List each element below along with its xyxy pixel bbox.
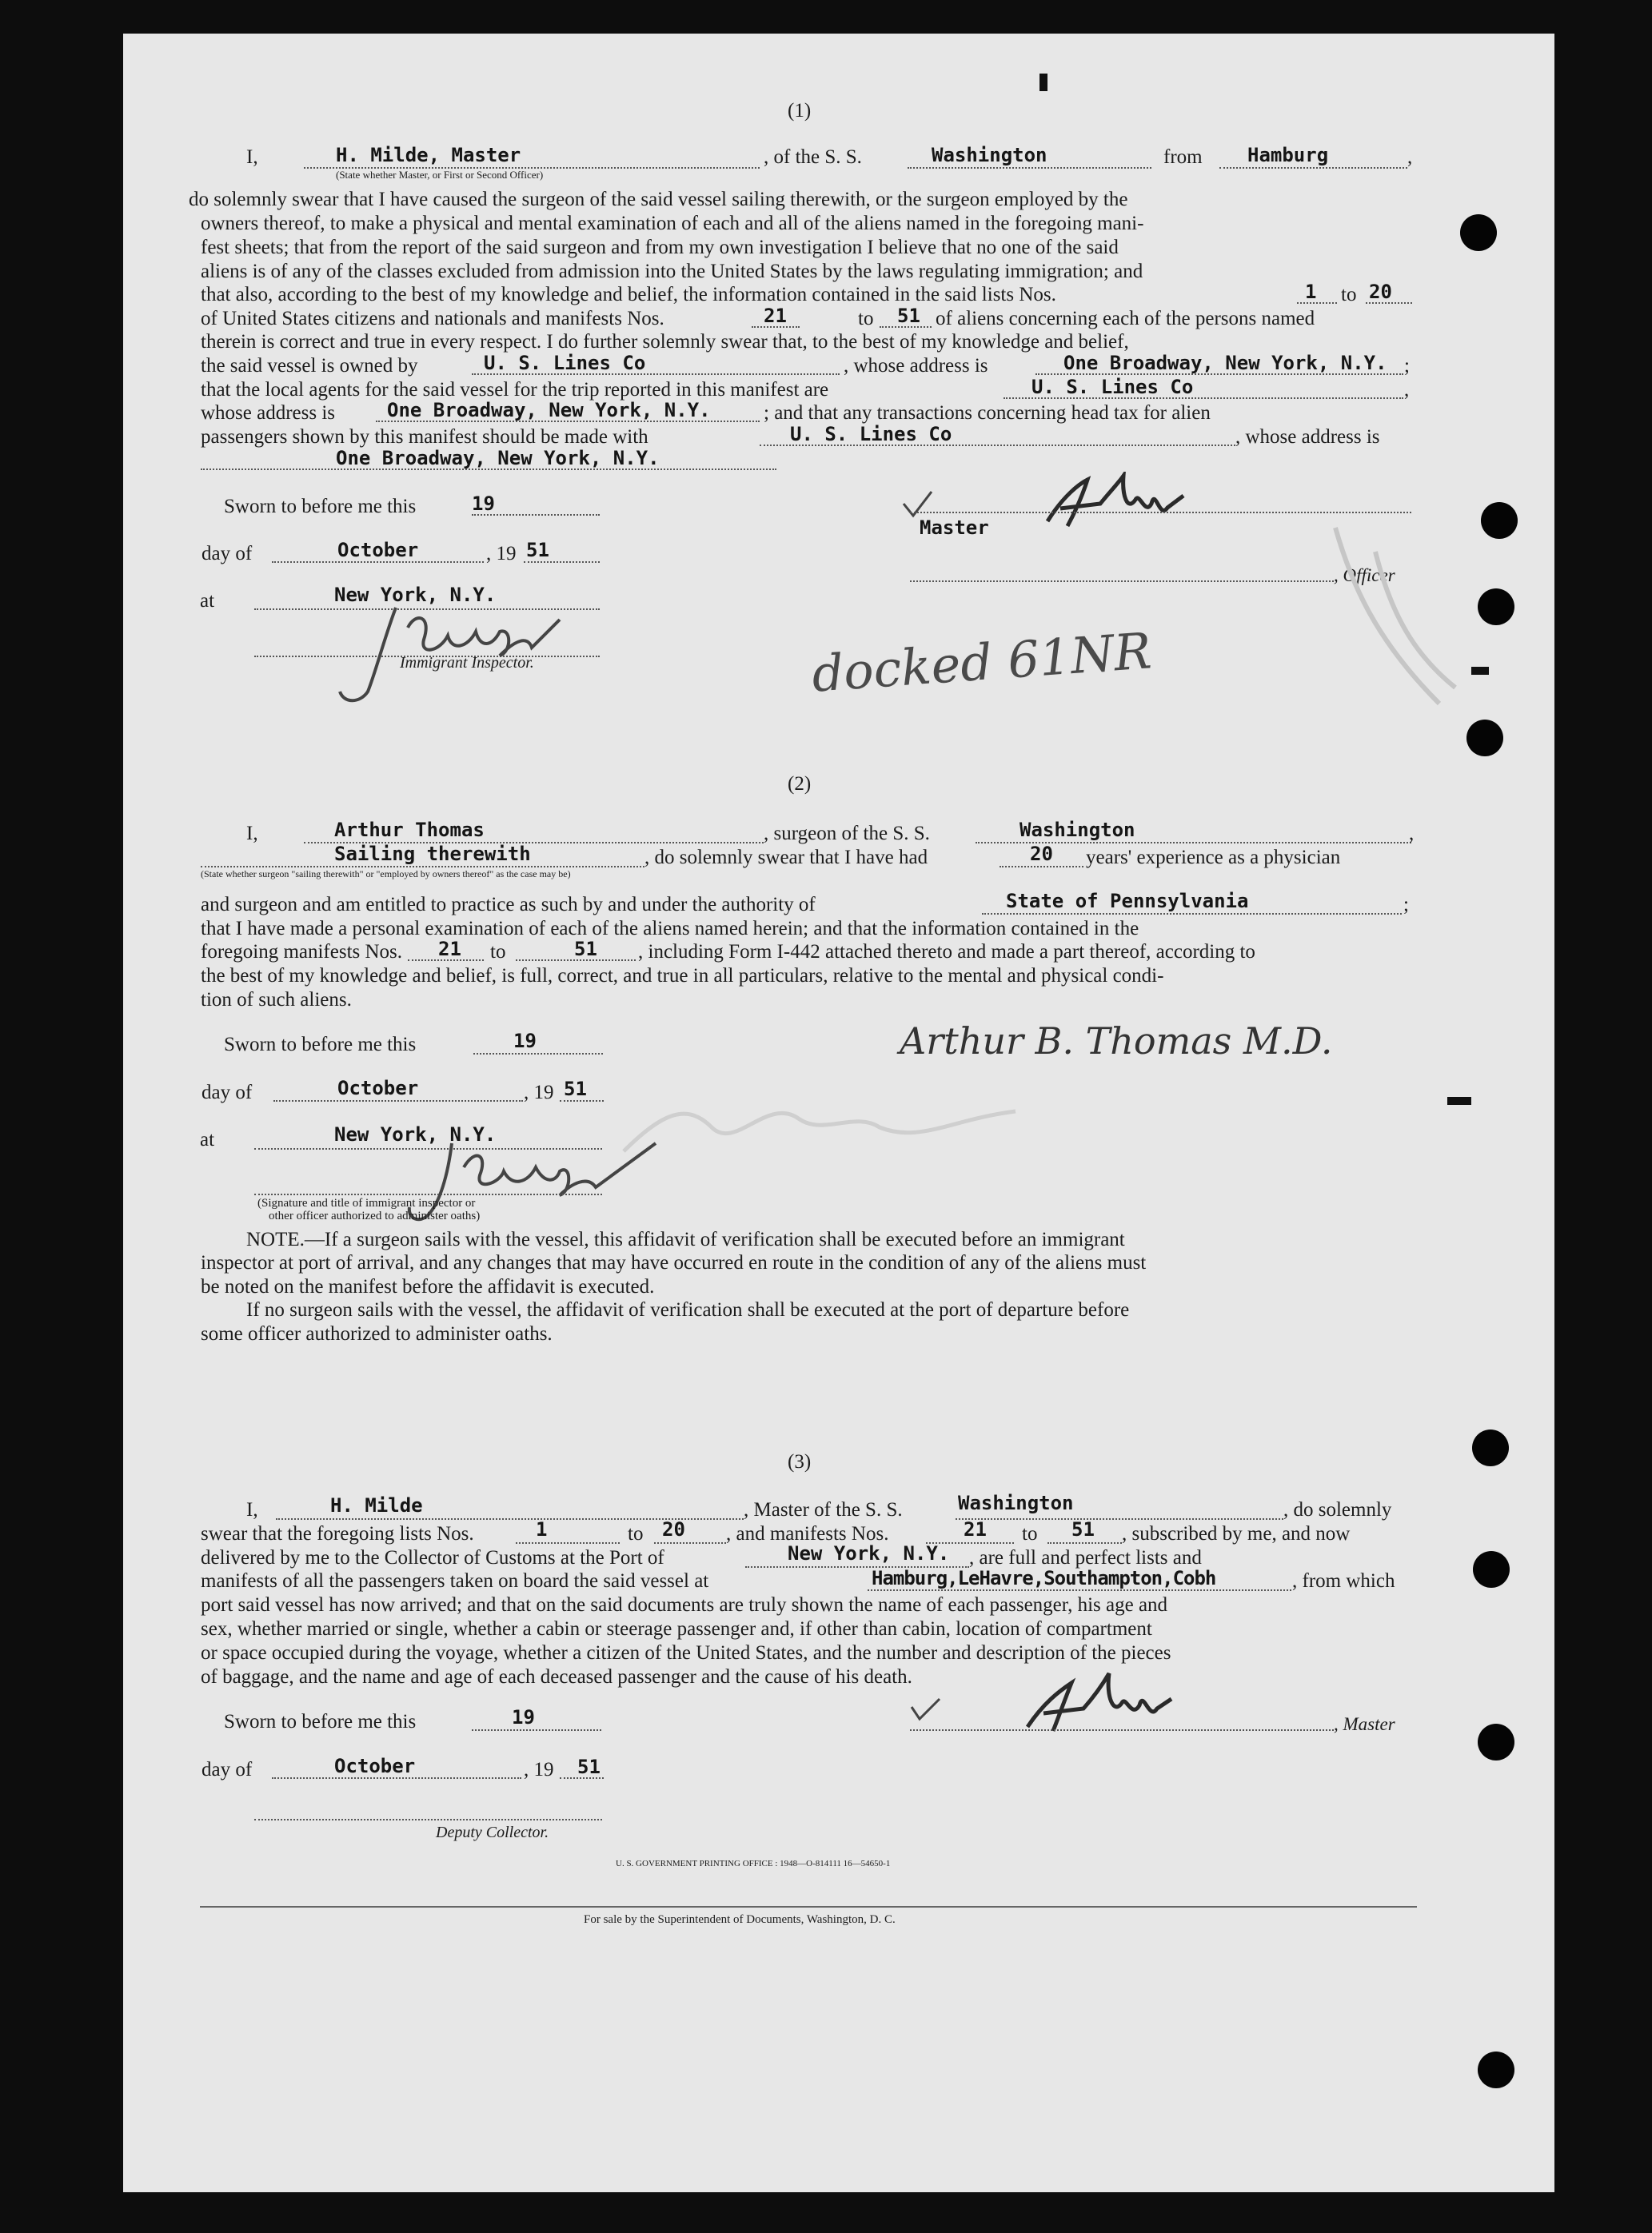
inspector-signature [320,592,576,712]
punch-hole [1478,1724,1514,1760]
s3-manifests-to: 51 [1071,1518,1095,1541]
s2-manifests-from: 21 [438,938,461,960]
lists-to: 20 [1369,281,1392,303]
docked-annotation: docked 61NR [809,621,1154,704]
footer-rule [200,1906,1417,1908]
s2-manifests-to: 51 [574,938,597,960]
surgeon-name: Arthur Thomas [334,819,485,841]
s3-master-caption: , Master [1334,1714,1395,1734]
punch-hole [1473,1551,1510,1588]
s3-lists-from: 1 [536,1518,548,1541]
surgeon-signature: Arthur B. Thomas M.D. [900,1019,1333,1063]
head-tax-agent: U. S. Lines Co [790,423,952,445]
inspector-caption: Immigrant Inspector. [400,654,534,672]
master-name: H. Milde, Master [336,144,521,166]
punch-hole [1460,214,1497,251]
note-line: be noted on the manifest before the affidavit is executed. [201,1276,655,1298]
affidavit-line: fest sheets; that from the report of the said surgeon and from my own investigation I believe that no one of the said [201,237,1119,258]
s3-sworn-month: October [334,1755,416,1777]
sailing-caption: (State whether surgeon "sailing therewith" or "employed by owners thereof" as the case may be) [201,868,571,879]
sig-caption-2: other officer authorized to administer oaths) [269,1210,481,1222]
label-i: I, [246,146,258,168]
sailing-status: Sailing therewith [334,843,531,865]
punch-hole [1466,720,1503,756]
sworn-place: New York, N.Y. [334,584,497,606]
pencil-scribble [616,1079,1032,1175]
punch-hole [1481,502,1518,539]
s3-ports: Hamburg,LeHavre,Southampton,Cobh [872,1567,1216,1589]
s2-sworn-month: October [337,1077,419,1099]
section-3-number: (3) [788,1451,812,1473]
s3-vessel: Washington [958,1492,1074,1514]
edge-mark [1039,74,1047,91]
affidavit-line: do solemnly swear that I have caused the surgeon of the said vessel sailing therewith, or the surgeon employed by the [189,189,1128,210]
owner-address: One Broadway, New York, N.Y. [1063,352,1387,374]
vessel-name: Washington [932,144,1047,166]
sig-caption-1: (Signature and title of immigrant inspector or [257,1197,476,1210]
agents-address: One Broadway, New York, N.Y. [387,399,711,421]
edge-mark [1447,1097,1471,1105]
officer-caption: , Officer [1334,565,1395,585]
s3-port: New York, N.Y. [788,1542,950,1565]
surgeon-vessel: Washington [1020,819,1135,841]
s3-manifests-from: 21 [964,1518,987,1541]
s3-master-signature [900,1667,1195,1739]
role-caption: (State whether Master, or First or Second Officer) [336,169,544,181]
authority: State of Pennsylvania [1006,890,1249,912]
s2-sworn-place: New York, N.Y. [334,1123,497,1146]
sworn-month: October [337,539,419,561]
punch-hole [1478,588,1514,625]
head-tax-address: One Broadway, New York, N.Y. [336,447,660,469]
sworn-day: 19 [472,492,495,515]
s3-sworn-day: 19 [512,1706,535,1729]
sworn-year: 51 [526,539,549,561]
punch-hole [1478,2052,1514,2088]
note-line: some officer authorized to administer oaths. [201,1323,553,1345]
owner: U. S. Lines Co [484,352,646,374]
note-line: inspector at port of arrival, and any changes that may have occurred en route in the condition of any of the aliens must [201,1252,1147,1274]
note-line: If no surgeon sails with the vessel, the affidavit of verification shall be executed at the port of departure before [246,1299,1130,1321]
years-experience: 20 [1030,843,1053,865]
punch-hole [1472,1430,1509,1466]
for-sale-note: For sale by the Superintendent of Documents, Washington, D. C. [584,1913,896,1926]
affidavit-line: whose address is [201,402,336,424]
deputy-caption: Deputy Collector. [436,1824,549,1841]
agents: U. S. Lines Co [1032,376,1194,398]
s2-sworn-year: 51 [564,1078,587,1100]
edge-mark [1471,667,1489,675]
s3-sworn-year: 51 [577,1756,601,1778]
from-label: from [1163,146,1203,168]
pencil-mark [1327,520,1463,712]
s3-lists-to: 20 [662,1518,685,1541]
affidavit-line: aliens is of any of the classes excluded from admission into the United States by the laws regulating immigration; and [201,261,1143,282]
affidavit-line: owners thereof, to make a physical and mental examination of each and all of the aliens named in the foregoing mani- [201,213,1144,234]
affidavit-line: the said vessel is owned by [201,355,418,377]
affidavit-line: passengers shown by this manifest should be made with [201,426,648,448]
s2-sworn-day: 19 [513,1030,537,1052]
lists-from: 1 [1305,281,1317,303]
affidavit-line: that the local agents for the said vessel for the trip reported in this manifest are [201,379,829,401]
manifests-from: 21 [764,305,787,327]
section-2-number: (2) [788,773,812,795]
printing-office: U. S. GOVERNMENT PRINTING OFFICE : 1948—O-814111 16—54650-1 [616,1859,891,1868]
manifests-to: 51 [897,305,920,327]
affidavit-line: of United States citizens and nationals and manifests Nos. [201,308,664,329]
affidavit-line: therein is correct and true in every respect. I do further solemnly swear that, to the best of my knowledge and belief, [201,331,1129,353]
origin-port: Hamburg [1247,144,1329,166]
of-ss-label: , of the S. S. [764,146,862,168]
affidavit-line: that also, according to the best of my knowledge and belief, the information contained in the said lists Nos. [201,284,1056,305]
s3-master-name: H. Milde [330,1494,423,1517]
sworn-text: Sworn to before me this [224,496,417,517]
master-caption: Master [920,516,989,539]
note-line: NOTE.—If a surgeon sails with the vessel, this affidavit of verification shall be executed before an immigrant [246,1229,1125,1250]
section-1-number: (1) [788,100,812,122]
